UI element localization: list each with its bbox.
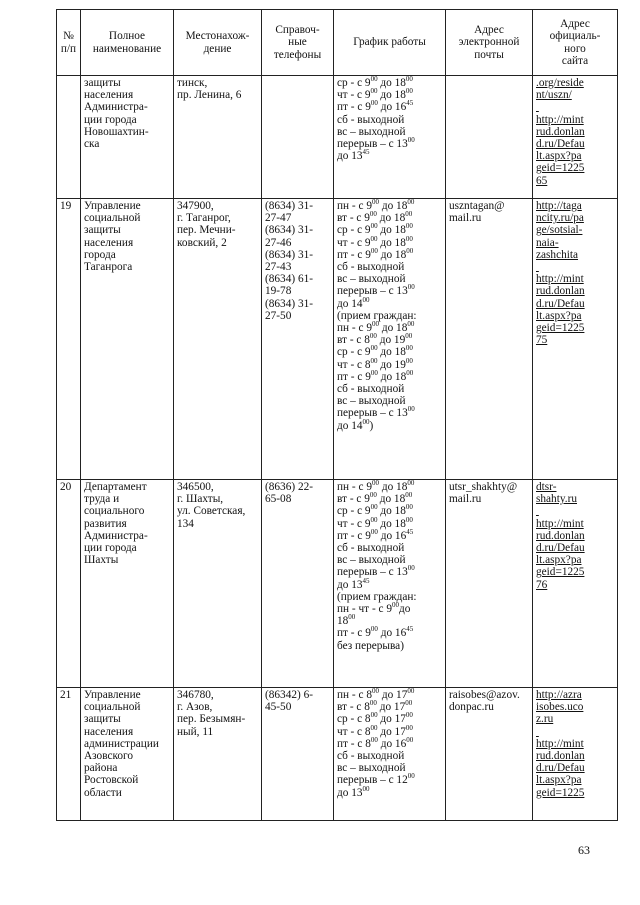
header-email xyxy=(446,10,533,76)
cell-line: населения xyxy=(84,89,134,102)
schedule-line: до $13^{45}$ xyxy=(337,148,370,163)
cell-line: ковский, 2 xyxy=(177,236,227,249)
cell-line xyxy=(536,101,614,113)
cell-line: области xyxy=(84,786,122,799)
schedule-line: ср - с $9^{00}$ до $18^{00}$ xyxy=(337,75,413,89)
cell-line: zashchita xyxy=(536,248,579,261)
cell-line: (8634) 31- xyxy=(265,224,314,237)
table-row xyxy=(57,688,618,821)
cell-line: телефоны xyxy=(273,48,322,61)
org-location xyxy=(174,199,262,480)
schedule-line: пн - с $9^{00}$ до $18^{00}$ xyxy=(337,198,415,212)
cell-line: http://mint xyxy=(536,113,584,126)
schedule-line: до $13^{45}$ xyxy=(337,576,370,591)
cell-line: http://mint xyxy=(536,273,584,286)
header-phones xyxy=(262,10,334,76)
cell-line: nt/uszn/ xyxy=(536,89,572,102)
schedule-line: перерыв – с $13^{00}$ xyxy=(337,405,415,420)
cell-line: d.ru/Defau xyxy=(536,542,585,555)
schedule-line: чт - с $9^{00}$ до $18^{00}$ xyxy=(337,234,413,249)
org-email[interactable] xyxy=(446,76,533,199)
cell-line: населения xyxy=(84,725,134,738)
cell-line: ции города xyxy=(84,113,137,126)
schedule-line: пт - с $9^{00}$ до $18^{00}$ xyxy=(337,246,414,261)
schedule-line: вс – выходной xyxy=(337,554,406,567)
cell-line: 75 xyxy=(536,334,548,347)
cell-line: http://mint xyxy=(536,737,584,750)
cell-line: дение xyxy=(203,42,232,55)
org-name xyxy=(81,480,174,688)
cell-line: района xyxy=(84,762,118,775)
cell-line: 45-50 xyxy=(265,701,292,714)
cell-line: uszntagan@ xyxy=(449,200,505,212)
cell-line: Адрес xyxy=(560,18,590,31)
cell-line: .org/reside xyxy=(536,77,584,89)
cell-line: Управление xyxy=(84,200,141,212)
cell-line: развития xyxy=(84,517,127,530)
schedule-line: вс – выходной xyxy=(337,762,406,775)
cell-line: почты xyxy=(474,48,504,61)
cell-line: 347900, xyxy=(177,200,214,212)
cell-line: rud.donlan xyxy=(536,125,585,138)
cell-line: г. Азов, xyxy=(177,701,213,714)
org-site[interactable] xyxy=(533,76,618,199)
cell-line: Адрес xyxy=(474,24,504,37)
org-name xyxy=(81,76,174,199)
schedule-line: вт - с $8^{00}$ до $17^{00}$ xyxy=(337,699,413,714)
cell-line: donpac.ru xyxy=(449,701,494,714)
cell-line: Местонахож- xyxy=(185,30,250,43)
cell-line: 346500, xyxy=(177,481,214,493)
cell-line: ного xyxy=(564,42,586,55)
cell-line: защиты xyxy=(84,224,121,237)
cell-line: d.ru/Defau xyxy=(536,138,585,151)
cell-line: 27-47 xyxy=(265,212,292,225)
table-row xyxy=(57,199,618,480)
cell-line: Новошахтин- xyxy=(84,125,149,138)
row-number: 21 xyxy=(57,688,81,821)
cell-line: г. Таганрог, xyxy=(177,212,231,225)
schedule-line: сб - выходной xyxy=(337,113,405,126)
schedule-line: ср - с $9^{00}$ до $18^{00}$ xyxy=(337,503,413,518)
header-name xyxy=(81,10,174,76)
table-row xyxy=(57,76,618,199)
org-schedule xyxy=(334,688,446,821)
cell-line: naia- xyxy=(536,236,559,249)
cell-line xyxy=(536,726,614,738)
cell-line: (8634) 31- xyxy=(265,248,314,261)
cell-line: geid=1225 xyxy=(536,322,585,335)
org-schedule xyxy=(334,199,446,480)
cell-line xyxy=(536,261,614,273)
schedule-line: вт - с $8^{00}$ до $19^{00}$ xyxy=(337,332,413,347)
cell-line: (8636) 22- xyxy=(265,481,314,493)
cell-line: z.ru xyxy=(536,713,554,726)
cell-line: Ростовской xyxy=(84,774,139,787)
schedule-line: без перерыва) xyxy=(337,639,404,652)
schedule-line: сб - выходной xyxy=(337,750,405,763)
cell-line: 65-08 xyxy=(265,493,292,506)
cell-line: Справоч- xyxy=(275,24,320,37)
cell-line: 27-46 xyxy=(265,236,292,249)
cell-line: Азовского xyxy=(84,750,134,763)
cell-line: г. Шахты, xyxy=(177,493,224,506)
schedule-line: чт - с $8^{00}$ до $19^{00}$ xyxy=(337,356,413,371)
org-location xyxy=(174,688,262,821)
schedule-line: до $13^{00}$ xyxy=(337,784,370,799)
schedule-line: сб - выходной xyxy=(337,542,405,555)
schedule-line: чт - с $9^{00}$ до $18^{00}$ xyxy=(337,87,413,102)
schedule-line: вс – выходной xyxy=(337,273,406,286)
page-number: 63 xyxy=(578,843,590,857)
schedule-line: (прием граждан: xyxy=(337,590,417,603)
cell-line: geid=1225 xyxy=(536,566,585,579)
schedule-line: вс – выходной xyxy=(337,125,406,138)
header-row xyxy=(57,10,618,76)
cell-line: ска xyxy=(84,138,100,151)
cell-line: 346780, xyxy=(177,689,214,701)
cell-line: http://azra xyxy=(536,689,582,701)
cell-line: lt.aspx?pa xyxy=(536,774,582,787)
cell-line xyxy=(536,505,614,517)
cell-line: isobes.uco xyxy=(536,701,584,714)
schedule-line: перерыв – с $12^{00}$ xyxy=(337,772,415,787)
cell-line: mail.ru xyxy=(449,212,482,225)
cell-line: Администра- xyxy=(84,529,148,542)
schedule-line: пн - чт - с $9^{00}до$ xyxy=(337,601,411,616)
cell-line: dtsr- xyxy=(536,481,557,493)
cell-line: Управление xyxy=(84,689,141,701)
cell-line: социальной xyxy=(84,701,141,714)
cell-line: (86342) 6- xyxy=(265,689,314,701)
cell-line: труда и xyxy=(84,493,120,506)
schedule-line: до $14^{00}$) xyxy=(337,417,374,432)
cell-line: социального xyxy=(84,505,145,518)
cell-line: администрации xyxy=(84,737,159,750)
cell-line: ncity.ru/pa xyxy=(536,212,584,225)
cell-line: наименование xyxy=(92,42,162,55)
cell-line: ул. Советская, xyxy=(177,505,246,518)
cell-line: shahty.ru xyxy=(536,493,577,506)
cell-line: Администра- xyxy=(84,101,148,114)
cell-line: п/п xyxy=(60,42,77,55)
schedule-line: вт - с $9^{00}$ до $18^{00}$ xyxy=(337,210,413,225)
cell-line: пер. Безымян- xyxy=(177,713,246,726)
cell-line: raisobes@azov. xyxy=(449,689,520,701)
cell-line: пр. Ленина, 6 xyxy=(177,89,242,102)
header-schedule xyxy=(334,10,446,76)
cell-line: 27-50 xyxy=(265,309,292,322)
schedule-line: пн - с $9^{00}$ до $18^{00}$ xyxy=(337,479,415,493)
org-email[interactable] xyxy=(446,199,533,480)
schedule-line: до $14^{00}$ xyxy=(337,295,370,310)
cell-line: тинск, xyxy=(177,77,208,89)
org-site[interactable] xyxy=(533,199,618,480)
schedule-line: пт - с $9^{00}$ до $16^{45}$ xyxy=(337,99,414,114)
schedule-line: сб - выходной xyxy=(337,383,405,396)
org-site[interactable] xyxy=(533,480,618,688)
cell-line: ции города xyxy=(84,542,137,555)
cell-line: ный, 11 xyxy=(177,725,214,738)
cell-line: ные xyxy=(288,36,307,49)
cell-line: 76 xyxy=(536,578,548,591)
cell-line: 19-78 xyxy=(265,285,292,298)
org-schedule xyxy=(334,76,446,199)
cell-line: http://taga xyxy=(536,200,582,212)
cell-line: (8634) 31- xyxy=(265,297,314,310)
header-location xyxy=(174,10,262,76)
org-name xyxy=(81,199,174,480)
cell-line: geid=1225 xyxy=(536,162,585,175)
schedule-line: чт - с $9^{00}$ до $18^{00}$ xyxy=(337,515,413,530)
cell-line: 27-43 xyxy=(265,261,292,274)
cell-line: защиты xyxy=(84,77,121,89)
cell-line: Департамент xyxy=(84,481,147,493)
schedule-line: пн - с $8^{00}$ до $17^{00}$ xyxy=(337,687,415,701)
schedule-line: чт - с $8^{00}$ до $17^{00}$ xyxy=(337,723,413,738)
schedule-line: пн - с $9^{00}$ до $18^{00}$ xyxy=(337,320,415,335)
schedule-line: вт - с $9^{00}$ до $18^{00}$ xyxy=(337,491,413,506)
schedule-line: (прием граждан: xyxy=(337,309,417,322)
cell-line: geid=1225 xyxy=(536,786,585,799)
schedule-line: ср - с $9^{00}$ до $18^{00}$ xyxy=(337,344,413,359)
cell-line: № xyxy=(63,30,74,43)
row-number: 19 xyxy=(57,199,81,480)
org-phones xyxy=(262,480,334,688)
org-phones xyxy=(262,199,334,480)
org-name xyxy=(81,688,174,821)
schedule-line: пт - с $9^{00}$ до $18^{00}$ xyxy=(337,368,414,383)
cell-line: сайта xyxy=(561,54,589,67)
cell-line: lt.aspx?pa xyxy=(536,150,582,163)
cell-line: населения xyxy=(84,236,134,249)
org-email[interactable] xyxy=(446,688,533,821)
cell-line: официаль- xyxy=(549,30,601,43)
cell-line: Таганрога xyxy=(84,261,133,274)
org-site[interactable] xyxy=(533,688,618,821)
schedule-line: $18^{00}$ xyxy=(337,613,356,628)
table-row xyxy=(57,480,618,688)
header-num xyxy=(57,10,81,76)
schedule-line: вс – выходной xyxy=(337,395,406,408)
cell-line: rud.donlan xyxy=(536,285,585,298)
org-phones xyxy=(262,76,334,199)
cell-line: rud.donlan xyxy=(536,750,585,763)
cell-line: города xyxy=(84,248,116,261)
schedule-line: сб - выходной xyxy=(337,261,405,274)
cell-line: (8634) 61- xyxy=(265,273,314,286)
cell-line: mail.ru xyxy=(449,493,482,506)
cell-line: d.ru/Defau xyxy=(536,297,585,310)
cell-line: Шахты xyxy=(84,554,119,567)
row-number: 20 xyxy=(57,480,81,688)
cell-line: 65 xyxy=(536,174,548,187)
cell-line: http://mint xyxy=(536,517,584,530)
cell-line: 134 xyxy=(177,517,194,530)
org-location xyxy=(174,76,262,199)
schedule-line: пт - с $8^{00}$ до $16^{00}$ xyxy=(337,735,414,750)
cell-line: пер. Мечни- xyxy=(177,224,236,237)
cell-line: защиты xyxy=(84,713,121,726)
schedule-line: ср - с $8^{00}$ до $17^{00}$ xyxy=(337,711,413,726)
org-location xyxy=(174,480,262,688)
org-email[interactable] xyxy=(446,480,533,688)
schedule-line: перерыв – с $13^{00}$ xyxy=(337,564,415,579)
cell-line: d.ru/Defau xyxy=(536,762,585,775)
cell-line: utsr_shakhty@ xyxy=(449,481,518,493)
services-table xyxy=(56,9,618,821)
schedule-line: перерыв – с $13^{00}$ xyxy=(337,283,415,298)
cell-line: rud.donlan xyxy=(536,529,585,542)
cell-line: ge/sotsial- xyxy=(536,224,583,237)
cell-line: lt.aspx?pa xyxy=(536,309,582,322)
cell-line: социальной xyxy=(84,212,141,225)
schedule-line: пт - с $9^{00}$ до $16^{45}$ xyxy=(337,625,414,640)
cell-line: электронной xyxy=(458,36,520,49)
org-phones xyxy=(262,688,334,821)
schedule-line: ср - с $9^{00}$ до $18^{00}$ xyxy=(337,222,413,237)
org-schedule xyxy=(334,480,446,688)
cell-line: (8634) 31- xyxy=(265,200,314,212)
schedule-line: перерыв – с $13^{00}$ xyxy=(337,136,415,151)
cell-line: График работы xyxy=(353,36,426,49)
cell-line: lt.aspx?pa xyxy=(536,554,582,567)
schedule-line: пт - с $9^{00}$ до $16^{45}$ xyxy=(337,527,414,542)
row-number xyxy=(57,76,81,199)
cell-line: Полное xyxy=(108,30,146,43)
header-site xyxy=(533,10,618,76)
